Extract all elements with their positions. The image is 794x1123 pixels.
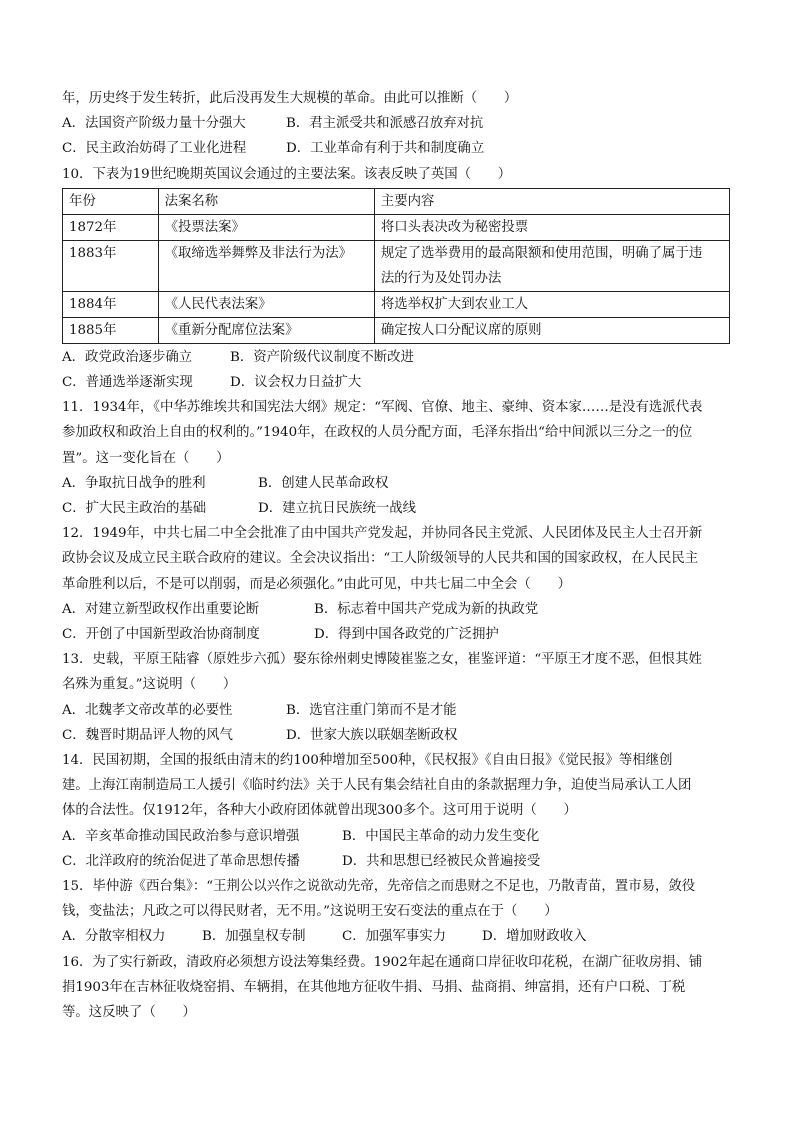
q15-option-d[interactable]: D．增加财政收入 [482, 929, 587, 945]
q11-stem-line: 参加政权和政治上自由的权利的。”1940年，在政权的人员分配方面，毛泽东指出“给中间派以三分之一的位 [62, 425, 693, 441]
table-cell-year: 1884年 [63, 291, 159, 317]
q13-option-d[interactable]: D．世家大族以联姻垄断政权 [286, 727, 458, 743]
table-cell-content-line: 规定了选举费用的最高限额和使用范围，明确了属于违 [380, 245, 703, 261]
q12-stem-line: 政协会议及成立民主联合政府的建议。全会决议指出：“工人阶级领导的人民共和国的国家政权，在人民民主 [62, 551, 699, 567]
q9-option-d[interactable]: D．工业革命有利于共和制度确立 [286, 141, 485, 157]
table-header-name: 法案名称 [158, 188, 374, 214]
table-cell-year: 1883年 [63, 240, 159, 291]
q10-options-row1 [62, 345, 732, 370]
q14-option-d[interactable]: D．共和思想已经被民众普遍接受 [342, 853, 541, 869]
table-header-row [63, 188, 730, 214]
table-cell-content: 将口头表决改为秘密投票 [374, 214, 729, 240]
q15-stem-line: 钱，变盐法；凡政之可以得民财者，无不用。”这说明王安石变法的重点在于（ ） [62, 904, 558, 920]
table-header-year: 年份 [63, 188, 159, 214]
table-cell-name: 《取缔选举舞弊及非法行为法》 [158, 240, 374, 291]
q12-option-b[interactable]: B．标志着中国共产党成为新的执政党 [314, 601, 539, 617]
q14-option-a[interactable]: A．辛亥革命推动国民政治参与意识增强 [62, 828, 300, 844]
q14-stem-line: 建。上海江南制造局工人援引《临时约法》关于人民有集会结社自由的条款据理力争，迫使当局承认工人团 [62, 778, 692, 794]
q10-options-row2 [62, 370, 732, 395]
q10-option-b[interactable]: B．资产阶级代议制度不断改进 [230, 349, 414, 365]
q12-stem-line: 12．1949年，中共七届二中全会批准了由中国共产党发起，并协同各民主党派、人民团体及民主人士召开新 [62, 526, 703, 542]
table-cell-content: 确定按人口分配议席的原则 [374, 317, 729, 343]
q12-options-row1 [62, 597, 732, 622]
q12-stem-line: 革命胜利以后，不是可以削弱，而是必须强化。”由此可见，中共七届二中全会（ ） [62, 576, 571, 592]
q13-option-a[interactable]: A．北魏孝文帝改革的必要性 [62, 702, 233, 718]
q15-option-c[interactable]: C．加强军事实力 [342, 929, 446, 945]
q16-stem-line: 捐1903年在吉林征收烧窑捐、车辆捐，在其他地方征收牛捐、马捐、盐商捐、绅富捐，还有户口税、丁税 [62, 979, 686, 995]
table-cell-name: 《人民代表法案》 [158, 291, 374, 317]
table-row [63, 291, 730, 317]
q13-options-row1 [62, 698, 732, 723]
q10-option-c[interactable]: C．普通选举逐渐实现 [62, 375, 193, 391]
table-row [63, 317, 730, 343]
q13-stem-line: 名殊为重复。”这说明（ ） [62, 677, 237, 693]
q11-option-d[interactable]: D．建立抗日民族统一战线 [258, 501, 417, 517]
q11-stem-line: 11．1934年，《中华苏维埃共和国宪法大纲》规定：“军阀、官僚、地主、豪绅、资本家……是没有选派代表 [62, 400, 703, 416]
table-cell-content-line: 法的行为及处罚办法 [380, 270, 502, 286]
q15-option-b[interactable]: B．加强皇权专制 [202, 929, 306, 945]
q11-option-c[interactable]: C．扩大民主政治的基础 [62, 501, 207, 517]
q12-options-row2 [62, 622, 732, 647]
q16-stem-line: 等。这反映了（ ） [62, 1005, 196, 1021]
q11-option-b[interactable]: B．创建人民革命政权 [258, 475, 389, 491]
table-cell-content: 将选举权扩大到农业工人 [374, 291, 729, 317]
q9-stem: 年，历史终于发生转折，此后没再发生大规模的革命。由此可以推断（ ） [62, 91, 518, 106]
q9-option-b[interactable]: B．君主派受共和派感召放弃对抗 [286, 116, 484, 132]
q11-option-a[interactable]: A．争取抗日战争的胜利 [62, 475, 206, 491]
law-table [62, 188, 730, 344]
q9-options-row2 [62, 136, 732, 161]
q15-option-a[interactable]: A．分散宰相权力 [62, 929, 166, 945]
table-row [63, 214, 730, 240]
q12-option-a[interactable]: A．对建立新型政权作出重要论断 [62, 601, 260, 617]
q14-stem-line: 14．民国初期，全国的报纸由清末的约100种增加至500种，《民权报》《自由日报》《觉民报》等相继创 [62, 753, 673, 769]
q11-options-row1 [62, 471, 732, 496]
table-cell-year: 1872年 [63, 214, 159, 240]
q13-stem-line: 13．史载，平原王陆睿（原姓步六孤）娶东徐州刺史博陵崔鉴之女，崔鉴评道：“平原王才度不恶，但恨其姓 [62, 652, 702, 668]
q14-options-row1 [62, 824, 732, 849]
table-row [63, 240, 730, 291]
q13-options-row2 [62, 723, 732, 748]
exam-page [62, 86, 732, 1025]
q16-stem-line: 16．为了实行新政，清政府必须想方设法筹集经费。1902年起在通商口岸征收印花税，在湖广征收房捐、铺 [62, 954, 703, 970]
q11-stem-line: 置”。这一变化旨在（ ） [62, 450, 230, 466]
q14-stem-line: 体的合法性。仅1912年，各种大小政府团体就曾出现300多个。这可用于说明（ ） [62, 803, 577, 819]
q11-options-row2 [62, 496, 732, 521]
q15-options-row [62, 924, 732, 949]
q10-option-d[interactable]: D．议会权力日益扩大 [230, 375, 362, 391]
table-cell-name: 《投票法案》 [158, 214, 374, 240]
q15-stem-line: 15．毕仲游《西台集》：“王荆公以兴作之说欲动先帝，先帝信之而患财之不足也，乃散青苗，置市易，敛役 [62, 879, 696, 895]
q9-option-c[interactable]: C．民主政治妨碍了工业化进程 [62, 141, 247, 157]
q14-options-row2 [62, 849, 732, 874]
q12-option-c[interactable]: C．开创了中国新型政治协商制度 [62, 627, 260, 643]
q9-options-row1 [62, 111, 732, 136]
q10-option-a[interactable]: A．政党政治逐步确立 [62, 349, 193, 365]
q10-stem: 10．下表为19世纪晚期英国议会通过的主要法案。该表反映了英国（ ） [62, 166, 512, 182]
table-header-content: 主要内容 [374, 188, 729, 214]
table-cell-name: 《重新分配席位法案》 [158, 317, 374, 343]
q14-option-b[interactable]: B．中国民主革命的动力发生变化 [342, 828, 540, 844]
q9-option-a[interactable]: A．法国资产阶级力量十分强大 [62, 116, 246, 132]
q12-option-d[interactable]: D．得到中国各政党的广泛拥护 [314, 627, 499, 643]
q13-option-c[interactable]: C．魏晋时期品评人物的风气 [62, 727, 233, 743]
q13-option-b[interactable]: B．选官注重门第而不是才能 [286, 702, 457, 718]
q14-option-c[interactable]: C．北洋政府的统治促进了革命思想传播 [62, 853, 300, 869]
table-cell-content [374, 240, 729, 291]
table-cell-year: 1885年 [63, 317, 159, 343]
